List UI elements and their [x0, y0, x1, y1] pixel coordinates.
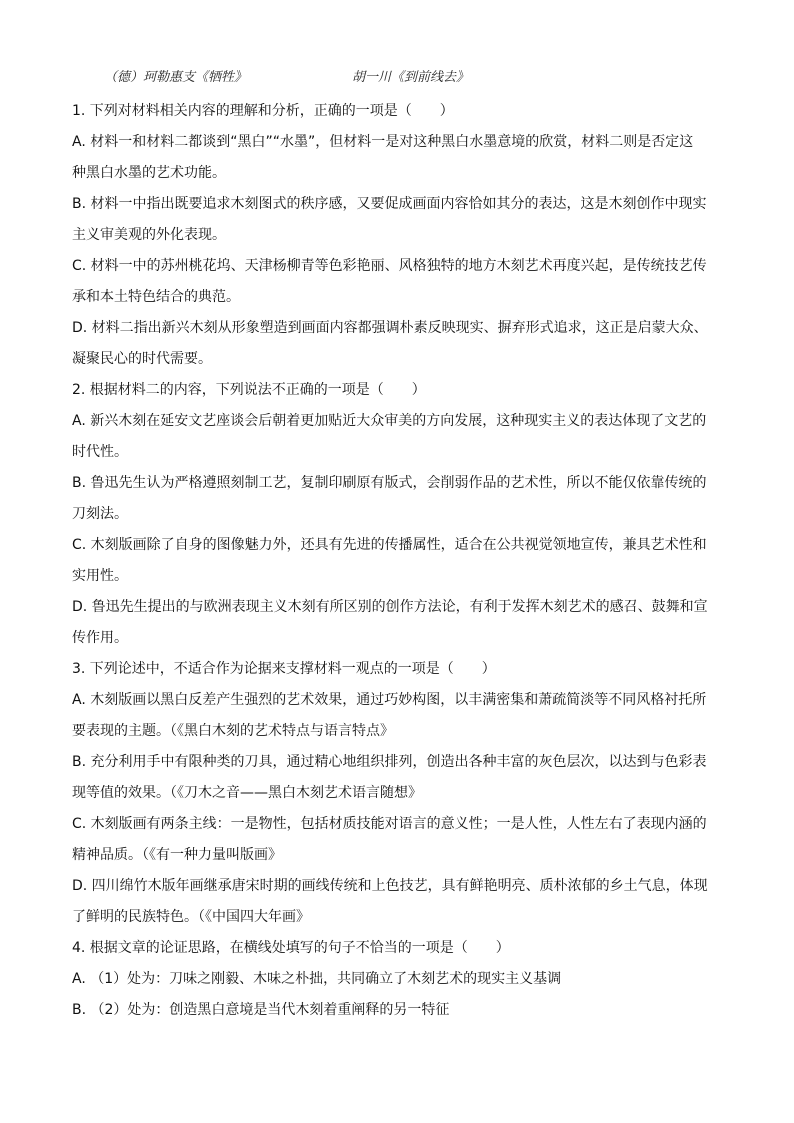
caption-left: （德）珂勒惠支《牺牲》 — [104, 70, 248, 85]
question-1-option-c-cont: 承和本土特色结合的典范。 — [72, 289, 240, 305]
question-1-option-b: B. 材料一中指出既要追求木刻图式的秩序感，又要促成画面内容恰如其分的表达，这是木刻创作中现实 — [72, 196, 707, 212]
question-2-option-d: D. 鲁迅先生提出的与欧洲表现主义木刻有所区别的创作方法论，有利于发挥木刻艺术的感召、鼓舞和宣 — [72, 599, 708, 615]
question-4-option-a: A. （1）处为：刀味之刚毅、木味之朴拙，共同确立了木刻艺术的现实主义基调 — [72, 971, 562, 987]
caption-right: 胡一川《到前线去》 — [352, 70, 470, 85]
question-1-option-d: D. 材料二指出新兴木刻从形象塑造到画面内容都强调朴素反映现实、摒弃形式追求，这正是启蒙大众、 — [72, 320, 708, 336]
question-1-option-c: C. 材料一中的苏州桃花坞、天津杨柳青等色彩艳丽、风格独特的地方木刻艺术再度兴起，是传统技艺传 — [72, 258, 707, 274]
question-3-stem: 3. 下列论述中，不适合作为论据来支撑材料一观点的一项是（ ） — [72, 661, 496, 677]
image-captions — [0, 66, 794, 86]
question-3-option-d: D. 四川绵竹木版年画继承唐宋时期的画线传统和上色技艺，具有鲜艳明亮、质朴浓郁的乡土气息，体现 — [72, 878, 708, 894]
question-1-stem: 1. 下列对材料相关内容的理解和分析，正确的一项是（ ） — [72, 103, 454, 119]
question-2-option-a-cont: 时代性。 — [72, 444, 128, 460]
question-4-option-b: B. （2）处为：创造黑白意境是当代木刻着重阐释的另一特征 — [72, 1002, 450, 1018]
question-1-option-a: A. 材料一和材料二都谈到“黑白”“水墨”，但材料一是对这种黑白水墨意境的欣赏，材料二则是否定这 — [72, 134, 694, 150]
question-3-option-a: A. 木刻版画以黑白反差产生强烈的艺术效果，通过巧妙构图，以丰满密集和萧疏简淡等不同风格衬托所 — [72, 692, 707, 708]
question-2-option-d-cont: 传作用。 — [72, 630, 128, 646]
question-2-option-c-cont: 实用性。 — [72, 568, 128, 584]
question-2-option-c: C. 木刻版画除了自身的图像魅力外，还具有先进的传播属性，适合在公共视觉领地宣传，兼具艺术性和 — [72, 537, 707, 553]
question-2-option-b-cont: 刀刻法。 — [72, 506, 128, 522]
question-3-option-b-cont: 现等值的效果。（《刀木之音——黑白木刻艺术语言随想》 — [72, 785, 422, 801]
question-3-option-c-cont: 精神品质。（《有一种力量叫版画》 — [72, 847, 282, 863]
question-1-option-a-cont: 种黑白水墨的艺术功能。 — [72, 165, 226, 181]
question-3-option-c: C. 木刻版画有两条主线：一是物性，包括材质技能对语言的意义性；一是人性，人性左右了表现内涵的 — [72, 816, 707, 832]
question-2-option-a: A. 新兴木刻在延安文艺座谈会后朝着更加贴近大众审美的方向发展，这种现实主义的表达体现了文艺的 — [72, 413, 707, 429]
question-3-option-a-cont: 要表现的主题。（《黑白木刻的艺术特点与语言特点》 — [72, 723, 394, 739]
question-content — [72, 96, 722, 1026]
question-1-option-d-cont: 凝聚民心的时代需要。 — [72, 351, 212, 367]
question-4-stem: 4. 根据文章的论证思路，在横线处填写的句子不恰当的一项是（ ） — [72, 940, 510, 956]
question-2-option-b: B. 鲁迅先生认为严格遵照刻制工艺，复制印刷原有版式，会削弱作品的艺术性，所以不能仅依靠传统的 — [72, 475, 707, 491]
question-1-option-b-cont: 主义审美观的外化表现。 — [72, 227, 226, 243]
question-2-stem: 2. 根据材料二的内容，下列说法不正确的一项是（ ） — [72, 382, 426, 398]
question-3-option-d-cont: 了鲜明的民族特色。（《中国四大年画》 — [72, 909, 310, 925]
question-3-option-b: B. 充分利用手中有限种类的刀具，通过精心地组织排列，创造出各种丰富的灰色层次，以达到与色彩表 — [72, 754, 707, 770]
